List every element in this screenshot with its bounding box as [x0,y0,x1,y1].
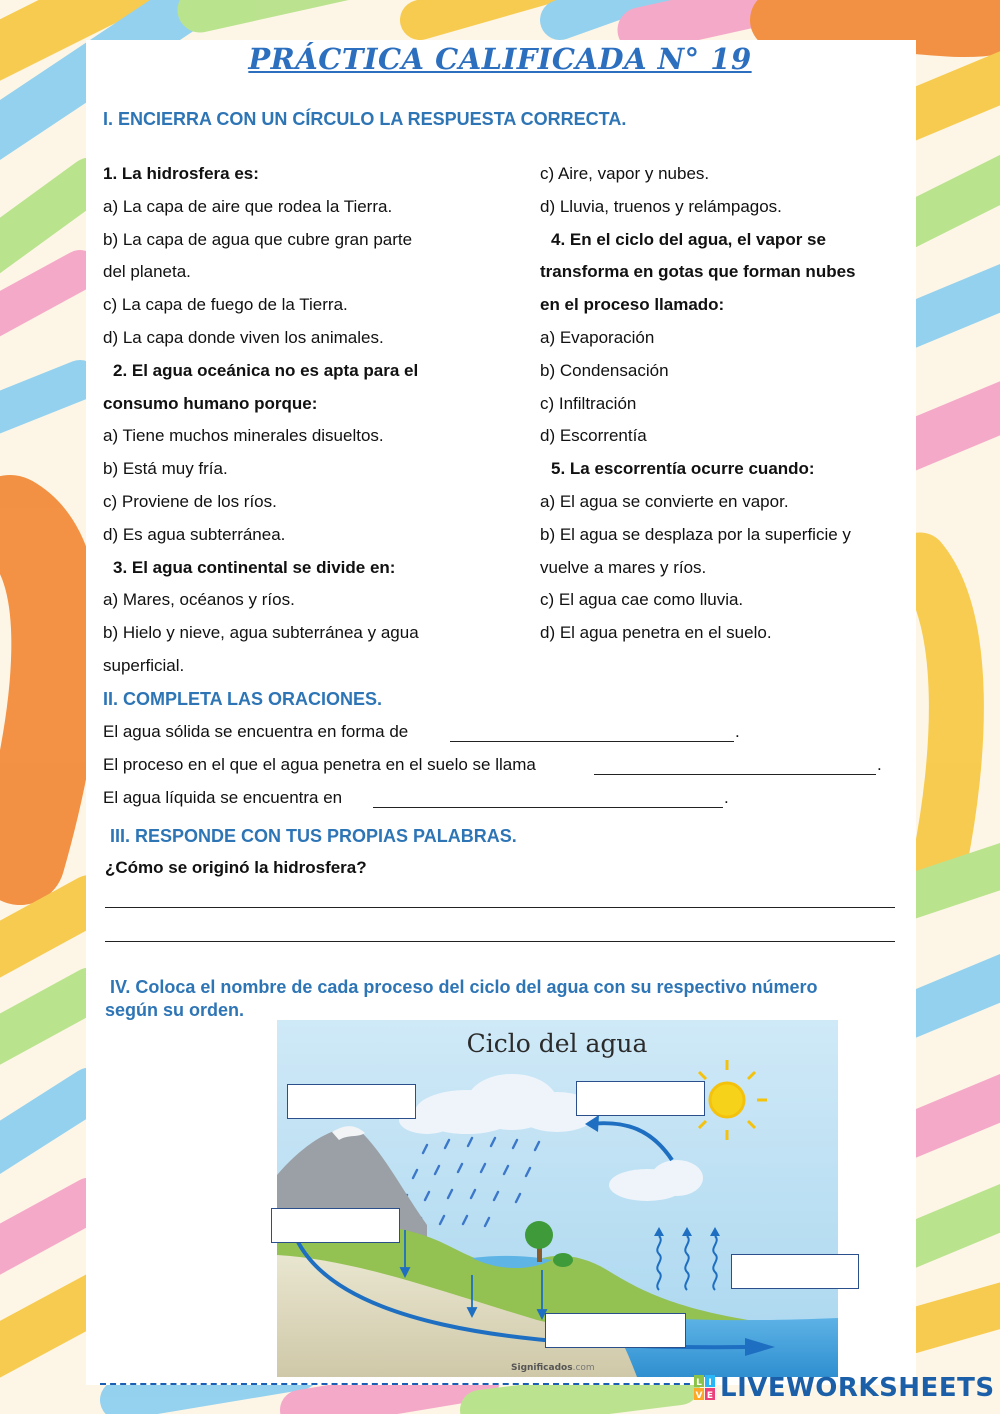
left-column-line-16[interactable]: superficial. [103,656,185,675]
answer-line-2[interactable] [105,941,895,942]
blank-line-3[interactable] [373,807,723,808]
svg-text:I: I [708,1378,712,1388]
right-column-line-11[interactable]: a) El agua se convierte en vapor. [540,492,789,511]
left-column-line-9[interactable]: a) Tiene muchos minerales disueltos. [103,426,384,446]
right-column-line-15[interactable]: d) El agua penetra en el suelo. [540,623,772,643]
left-column-line-7: 2. El agua oceánica no es apta para el [113,360,419,380]
right-column-line-2[interactable]: d) Lluvia, truenos y relámpagos. [540,196,782,216]
left-column-line-5[interactable]: c) La capa de fuego de la Tierra. [103,295,348,315]
answer-box-4[interactable] [731,1254,859,1289]
page-title: PRÁCTICA CALIFICADA N° 19 [248,42,752,76]
liveworksheets-logo [694,1373,995,1403]
right-column-line-12[interactable]: b) El agua se desplaza por la superficie y [540,524,851,544]
sentence-1-end: . [735,722,740,741]
sentence-3-end: . [724,788,729,807]
left-column-line-1: 1. La hidrosfera es: [103,164,259,183]
bush [553,1253,573,1267]
sentence-2: El proceso en el que el agua penetra en el suelo se llama [103,755,536,774]
right-column-line-8[interactable]: c) Infiltración [540,393,637,413]
left-column-line-12[interactable]: d) Es agua subterránea. [103,524,286,544]
sentence-3: El agua líquida se encuentra en [103,788,343,807]
right-column-line-14[interactable]: c) El agua cae como lluvia. [540,590,744,610]
right-column-line-6[interactable]: a) Evaporación [540,328,655,347]
right-column-line-4: transforma en gotas que forman nubes [540,262,856,282]
left-column-line-4[interactable]: del planeta. [103,262,191,282]
diagram-title: Ciclo del agua [466,1029,648,1058]
diagram-credit: Significados.com [511,1363,595,1373]
svg-text:E: E [706,1391,714,1401]
section-3-question: ¿Cómo se originó la hidrosfera? [105,858,367,877]
right-column-line-10: 5. La escorrentía ocurre cuando: [551,459,815,479]
left-column-line-8: consumo humano porque: [103,393,318,413]
right-column-line-9[interactable]: d) Escorrentía [540,426,647,446]
section-3-heading: III. RESPONDE CON TUS PROPIAS PALABRAS. [110,826,517,846]
left-column-line-13: 3. El agua continental se divide en: [113,557,396,577]
right-column-line-13[interactable]: vuelve a mares y ríos. [540,557,707,577]
tree-icon [525,1221,553,1249]
answer-box-5[interactable] [545,1313,686,1348]
left-column-line-2[interactable]: a) La capa de aire que rodea la Tierra. [103,196,393,216]
right-column-line-5: en el proceso llamado: [540,295,725,315]
answer-box-1[interactable] [287,1084,416,1119]
liveworksheets-logo-icon [694,1375,716,1401]
liveworksheets-logo-text: LIVEWORKSHEETS [720,1373,995,1403]
left-column-line-15[interactable]: b) Hielo y nieve, agua subterránea y agua [103,623,419,643]
section-4-heading-line-2: según su orden. [105,1000,245,1020]
svg-text:L: L [696,1378,702,1388]
section-1-heading: I. ENCIERRA CON UN CÍRCULO LA RESPUESTA CORRECTA. [103,109,627,129]
section-2-heading: II. COMPLETA LAS ORACIONES. [103,689,383,709]
right-column-line-1[interactable]: c) Aire, vapor y nubes. [540,164,710,183]
left-column-line-6[interactable]: d) La capa donde viven los animales. [103,328,384,347]
left-column-line-3[interactable]: b) La capa de agua que cubre gran parte [103,229,413,249]
section-4-heading-line-1: IV. Coloca el nombre de cada proceso del ciclo del agua con su respectivo número [110,977,818,997]
blank-line-2[interactable] [594,774,876,775]
sentence-1: El agua sólida se encuentra en forma de [103,722,409,741]
svg-text:V: V [695,1391,703,1401]
sentence-2-end: . [877,755,882,774]
blank-line-1[interactable] [450,741,734,742]
footer-dashed-line [100,1383,700,1385]
left-column-line-11[interactable]: c) Proviene de los ríos. [103,492,277,511]
answer-box-2[interactable] [576,1081,705,1116]
right-column-line-7[interactable]: b) Condensación [540,360,669,380]
left-column-line-14[interactable]: a) Mares, océanos y ríos. [103,590,295,610]
answer-box-3[interactable] [271,1208,400,1243]
right-column-line-3: 4. En el ciclo del agua, el vapor se [551,229,826,249]
left-column-line-10[interactable]: b) Está muy fría. [103,459,228,479]
answer-line-1[interactable] [105,907,895,908]
